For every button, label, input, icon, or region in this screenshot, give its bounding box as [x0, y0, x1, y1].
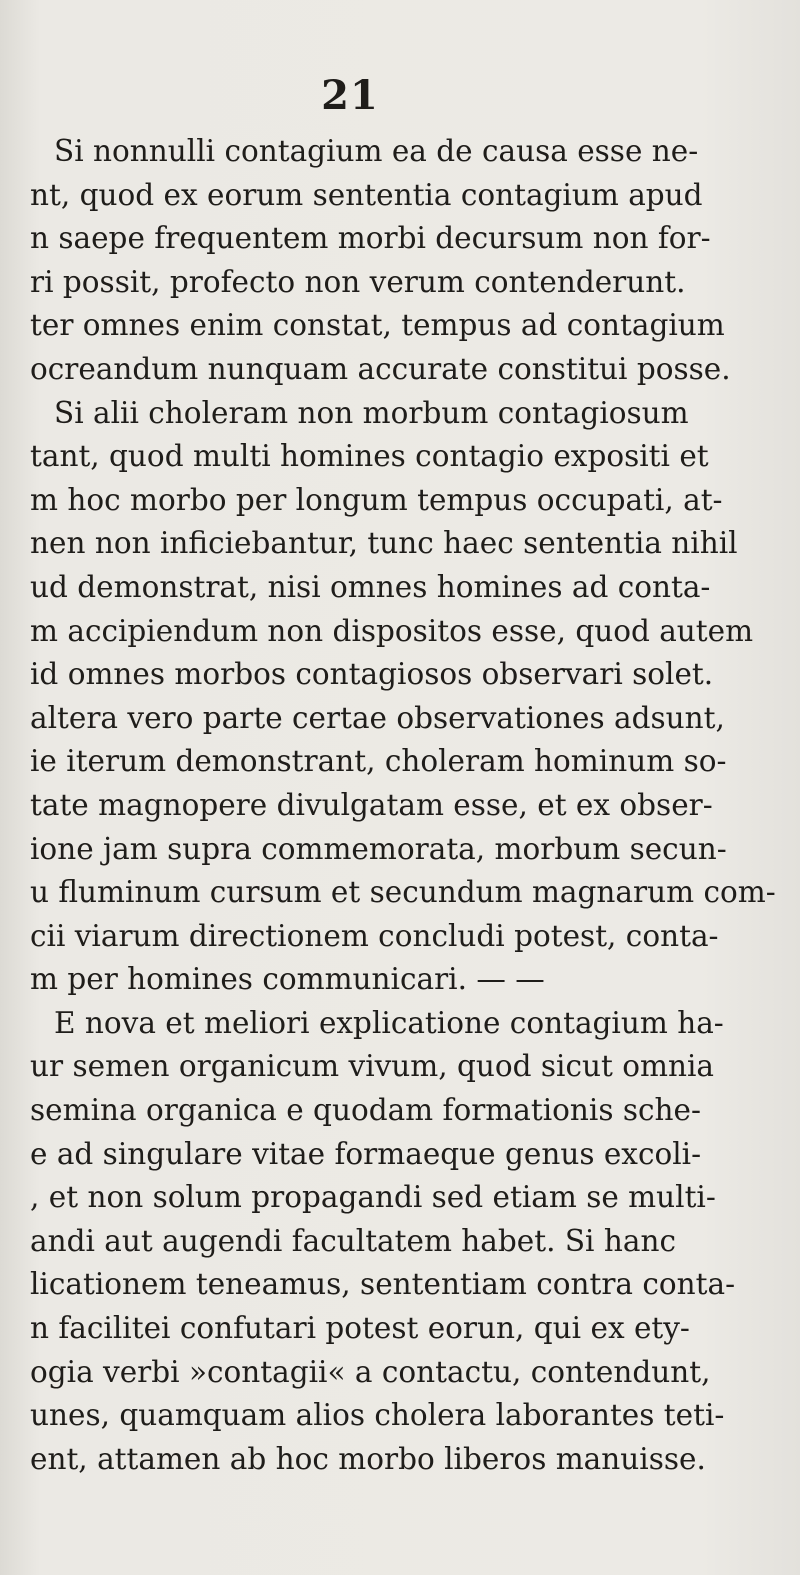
text-line: u fluminum cursum et secundum magnarum com-	[30, 875, 776, 910]
text-line: cii viarum directionem concludi potest, conta-	[30, 918, 719, 953]
text-line: ter omnes enim constat, tempus ad contagium	[30, 308, 725, 343]
text-line: m accipiendum non dispositos esse, quod autem	[30, 613, 754, 648]
text-line: n facilitei confutari potest eorun, qui ex ety-	[30, 1311, 690, 1346]
text-line: e ad singulare vitae formaeque genus excoli-	[30, 1136, 702, 1171]
text-line: ur semen organicum vivum, quod sicut omnia	[30, 1049, 715, 1084]
text-line: unes, quamquam alios cholera laborantes teti-	[30, 1398, 725, 1433]
text-line: ri possit, profecto non verum contenderunt.	[30, 264, 686, 299]
text-line: nt, quod ex eorum sententia contagium apud	[30, 177, 703, 212]
text-line: ocreandum nunquam accurate constitui posse.	[30, 351, 731, 386]
text-line: tate magnopere divulgatam esse, et ex obser-	[30, 787, 713, 822]
text-line: nen non inficiebantur, tunc haec sententia nihil	[30, 526, 738, 561]
text-line: ud demonstrat, nisi omnes homines ad conta-	[30, 569, 711, 604]
text-line: ent, attamen ab hoc morbo liberos manuisse.	[30, 1441, 706, 1476]
text-line: m hoc morbo per longum tempus occupati, at-	[30, 482, 723, 517]
text-line: Si nonnulli contagium ea de causa esse ne-	[54, 134, 699, 168]
text-line: Si alii choleram non morbum contagiosum	[54, 395, 689, 430]
text-line: ione jam supra commemorata, morbum secun-	[30, 831, 727, 866]
text-line: licationem teneamus, sententiam contra conta-	[30, 1267, 736, 1302]
text-line: id omnes morbos contagiosos observari solet.	[30, 657, 714, 692]
text-line: semina organica e quodam formationis sche-	[30, 1093, 701, 1128]
text-line: ogia verbi »contagii« a contactu, contendunt,	[30, 1354, 711, 1389]
page-number: 21	[321, 72, 379, 119]
text-line: andi aut augendi facultatem habet. Si hanc	[30, 1223, 676, 1258]
text-line: n saepe frequentem morbi decursum non for-	[30, 221, 711, 256]
text-line: ie iterum demonstrant, choleram hominum so-	[30, 744, 727, 779]
text-line: tant, quod multi homines contagio expositi et	[30, 439, 709, 474]
text-line: E nova et meliori explicatione contagium ha-	[54, 1005, 724, 1040]
text-line: , et non solum propagandi sed etiam se multi-	[30, 1180, 716, 1215]
body-text	[0, 130, 800, 1481]
text-line: altera vero parte certae observationes adsunt,	[30, 700, 725, 735]
text-line: m per homines communicari. — —	[30, 962, 545, 997]
